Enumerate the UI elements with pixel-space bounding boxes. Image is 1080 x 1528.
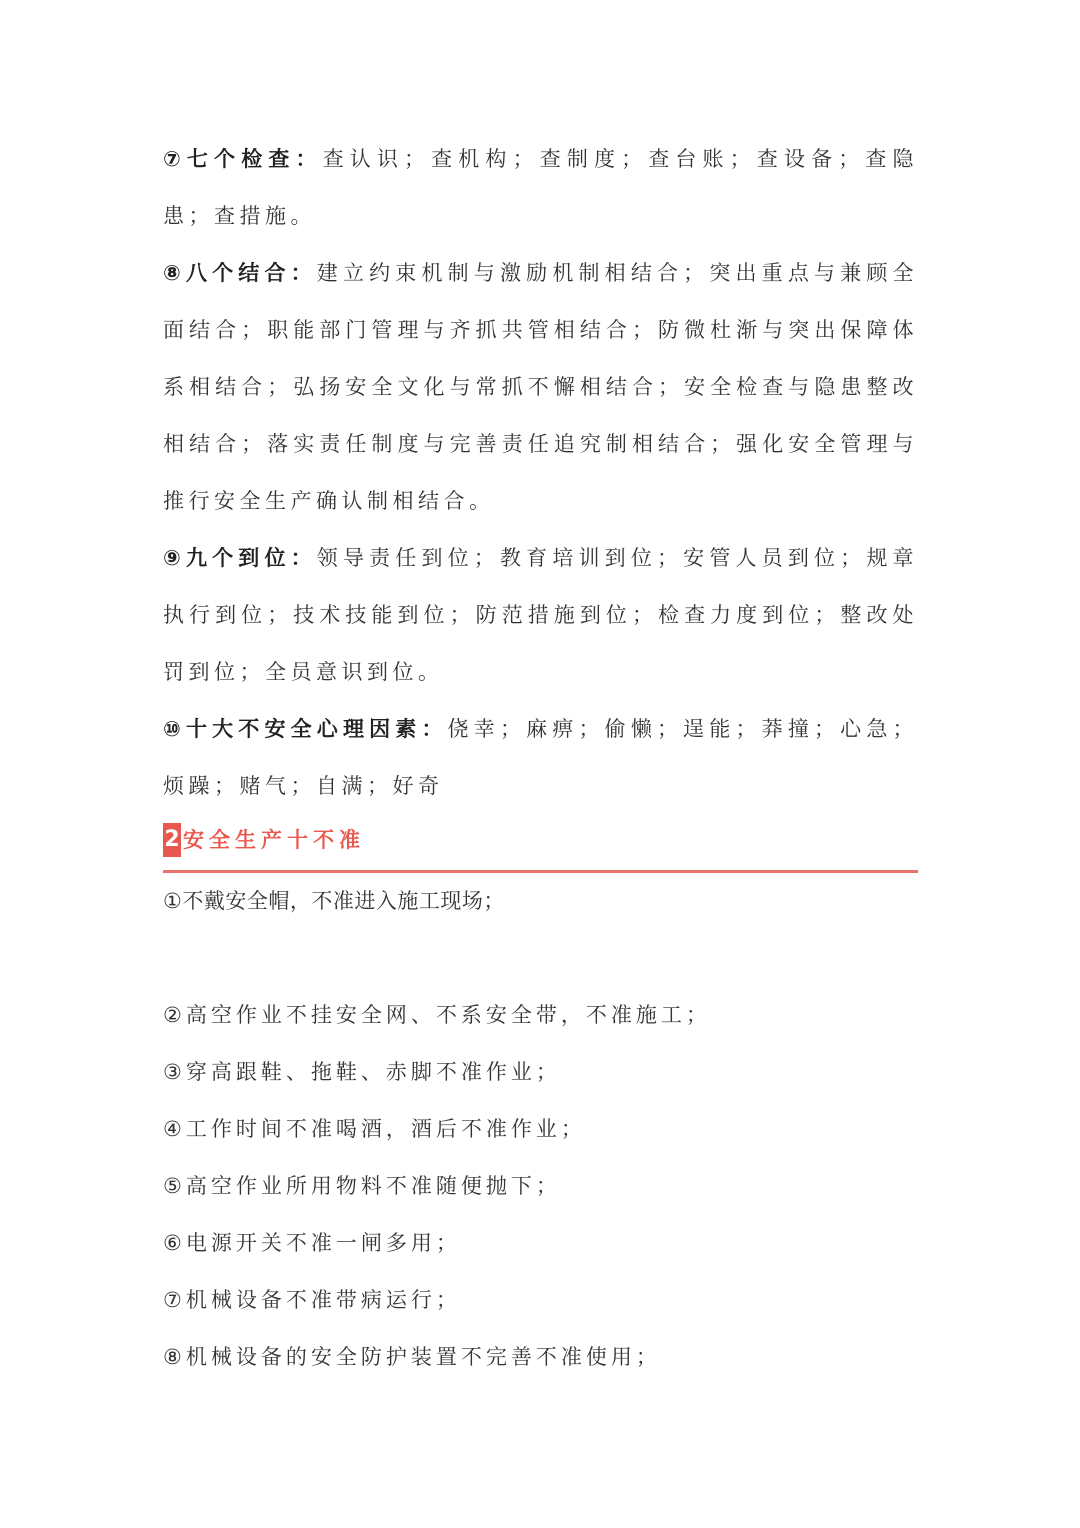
paragraph-ten-unsafe-factors (163, 701, 918, 815)
rule-item: ④工作时间不准喝酒，酒后不准作业； (163, 1117, 586, 1141)
paragraph-term: ⑩十大不安全心理因素： (163, 717, 448, 741)
rule-item: ③穿高跟鞋、拖鞋、赤脚不准作业； (163, 1060, 561, 1084)
section-heading (163, 815, 918, 873)
paragraph-seven-checks (163, 131, 918, 245)
article-body (163, 131, 918, 1386)
paragraph-term: ⑦七个检查： (163, 147, 323, 171)
paragraph-text: 领导责任到位；教育培训到位；安管人员到位；规章执行到位；技术技能到位；防范措施到位；检查力度到位；整改处罚到位；全员意识到位。 (163, 546, 919, 684)
section-title: 安全生产十不准 (183, 828, 365, 852)
paragraph-text: 建立约束机制与激励机制相结合；突出重点与兼顾全面结合；职能部门管理与齐抓共管相结合；防微杜渐与突出保障体系相结合；弘扬安全文化与常抓不懈相结合；安全检查与隐患整改相结合；落实责任制度与完善责任追究制相结合；强化安全管理与推行安全生产确认制相结合。 (163, 261, 919, 513)
section-number-badge: 2 (163, 823, 181, 857)
rule-item: ⑤高空作业所用物料不准随便抛下； (163, 1174, 561, 1198)
spacer (163, 930, 918, 987)
rule-item: ②高空作业不挂安全网、不系安全带，不准施工； (163, 1003, 711, 1027)
paragraph-term: ⑧八个结合： (163, 261, 317, 285)
paragraph-text: 查认识；查机构；查制度；查台账；查设备；查隐患；查措施。 (163, 147, 918, 228)
rule-item: ⑥电源开关不准一闸多用； (163, 1231, 461, 1255)
rule-item: ①不戴安全帽，不准进入施工现场； (163, 889, 505, 913)
paragraph-eight-combinations (163, 245, 918, 530)
rule-item: ⑦机械设备不准带病运行； (163, 1288, 461, 1312)
rule-item: ⑧机械设备的安全防护装置不完善不准使用； (163, 1345, 661, 1369)
paragraph-nine-in-place (163, 530, 918, 701)
paragraph-text: 侥幸；麻痹；偷懒；逞能；莽撞；心急；烦躁；赌气；自满；好奇 (163, 717, 919, 798)
paragraph-term: ⑨九个到位： (163, 546, 317, 570)
